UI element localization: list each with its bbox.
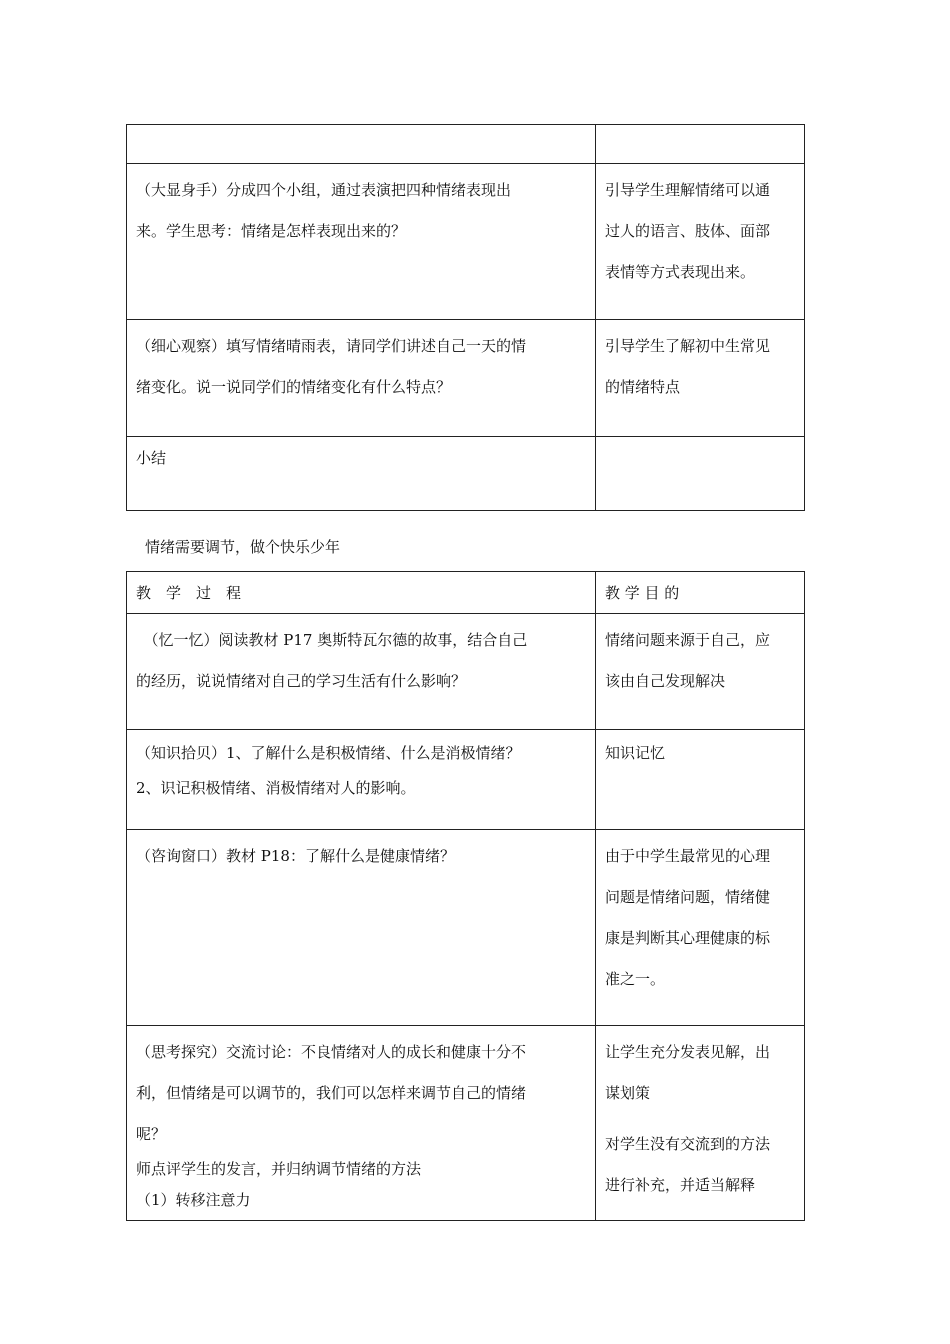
cell-text-line: （忆一忆）阅读教材 P17 奥斯特瓦尔德的故事，结合自己 xyxy=(136,631,528,649)
table-row xyxy=(127,1026,805,1221)
process-cell xyxy=(127,320,596,437)
purpose-cell xyxy=(596,830,805,1026)
cell-text-line: 引导学生理解情绪可以通 xyxy=(605,181,771,199)
cell-text-line: 来。学生思考：情绪是怎样表现出来的？ xyxy=(136,222,407,240)
process-cell xyxy=(127,730,596,830)
table-row xyxy=(127,830,805,1026)
cell-text-line: 2、识记积极情绪、消极情绪对人的影响。 xyxy=(136,779,416,797)
cell-text-line: 康是判断其心理健康的标 xyxy=(605,929,771,947)
table-row xyxy=(127,614,805,730)
cell-text-line: （1）转移注意力 xyxy=(136,1191,251,1209)
header-label: 教 学 过 程 xyxy=(136,584,242,602)
process-cell xyxy=(127,437,596,511)
purpose-cell xyxy=(596,614,805,730)
cell-text-line: 情绪问题来源于自己，应 xyxy=(605,631,771,649)
cell-text-line: 师点评学生的发言，并归纳调节情绪的方法 xyxy=(136,1160,422,1178)
header-teaching-purpose xyxy=(596,572,805,614)
section-title: 情绪需要调节，做个快乐少年 xyxy=(145,538,341,556)
purpose-cell xyxy=(596,320,805,437)
process-cell xyxy=(127,125,596,164)
header-teaching-process xyxy=(127,572,596,614)
purpose-cell xyxy=(596,125,805,164)
cell-text-line: 引导学生了解初中生常见 xyxy=(605,337,771,355)
cell-text-line: 对学生没有交流到的方法 xyxy=(605,1135,771,1153)
process-cell xyxy=(127,1026,596,1221)
cell-text-line: 的经历，说说情绪对自己的学习生活有什么影响？ xyxy=(136,672,467,690)
table-row xyxy=(127,125,805,164)
lesson-table-1 xyxy=(126,124,805,511)
purpose-cell xyxy=(596,1026,805,1221)
process-cell xyxy=(127,614,596,730)
lesson-table-2 xyxy=(126,571,805,1221)
cell-text-line: 进行补充，并适当解释 xyxy=(605,1176,756,1194)
cell-text-line: （细心观察）填写情绪晴雨表，请同学们讲述自己一天的情 xyxy=(136,337,527,355)
table-header-row xyxy=(127,572,805,614)
cell-text-line: （咨询窗口）教材 P18：了解什么是健康情绪？ xyxy=(136,847,455,865)
table-row xyxy=(127,164,805,320)
cell-text-line: 知识记忆 xyxy=(605,744,666,762)
header-label: 教 学 目 的 xyxy=(605,584,680,602)
cell-text-line: 呢？ xyxy=(136,1125,167,1143)
cell-text-line: 绪变化。说一说同学们的情绪变化有什么特点？ xyxy=(136,378,452,396)
cell-text-line: 表情等方式表现出来。 xyxy=(605,263,756,281)
process-cell xyxy=(127,164,596,320)
spacer xyxy=(605,1114,795,1124)
table-row xyxy=(127,437,805,511)
table-row xyxy=(127,730,805,830)
process-cell xyxy=(127,830,596,1026)
cell-text-line: 谋划策 xyxy=(605,1084,651,1102)
cell-text-line: （思考探究）交流讨论：不良情绪对人的成长和健康十分不 xyxy=(136,1043,527,1061)
cell-text-line: 让学生充分发表见解，出 xyxy=(605,1043,771,1061)
table-row xyxy=(127,320,805,437)
cell-text-line: （知识拾贝）1、了解什么是积极情绪、什么是消极情绪？ xyxy=(136,744,521,762)
cell-text-line: 准之一。 xyxy=(605,970,666,988)
cell-text-line: 利，但情绪是可以调节的，我们可以怎样来调节自己的情绪 xyxy=(136,1084,527,1102)
cell-text-line: 该由自己发现解决 xyxy=(605,672,726,690)
purpose-cell xyxy=(596,437,805,511)
cell-text-line: 过人的语言、肢体、面部 xyxy=(605,222,771,240)
purpose-cell xyxy=(596,164,805,320)
cell-text-line: 问题是情绪问题，情绪健 xyxy=(605,888,771,906)
purpose-cell xyxy=(596,730,805,830)
summary-label: 小结 xyxy=(136,449,167,467)
cell-text-line: 的情绪特点 xyxy=(605,378,681,396)
cell-text-line: （大显身手）分成四个小组，通过表演把四种情绪表现出 xyxy=(136,181,512,199)
cell-text-line: 由于中学生最常见的心理 xyxy=(605,847,771,865)
